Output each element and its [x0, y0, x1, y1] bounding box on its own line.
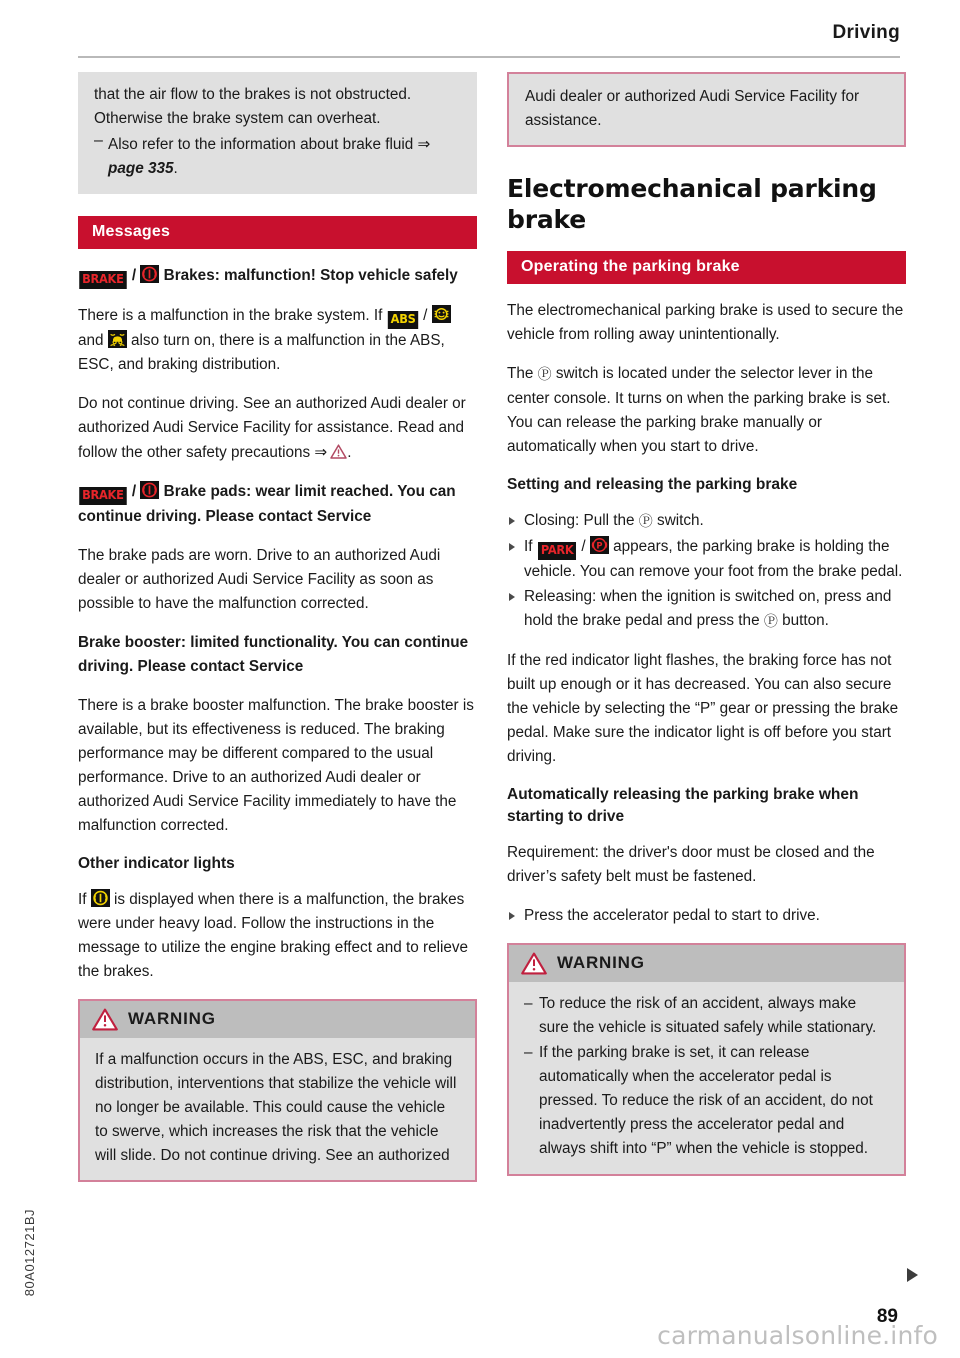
badge-separator: / — [131, 267, 137, 285]
requirement-paragraph: Requirement: the driver's door must be closed and the driver’s safety belt must be fastened. — [507, 843, 875, 885]
brake-text-badge: BRAKE — [79, 487, 126, 505]
parking-brake-p-lamp-icon — [590, 536, 609, 554]
right-column — [507, 72, 906, 1200]
page-reference-arrow-icon: ⇒ — [314, 443, 331, 462]
parking-brake-p-icon: Ⓟ — [537, 367, 552, 384]
warning-triangle-icon — [92, 1008, 118, 1031]
paragraph-indicator-flash: If the red indicator light flashes, the braking force has not built up enough or it has decreased. You can also secure the vehicle by selecting the “P” gear or pressing the brake pedal. Make sure the indicator light is off before you start driving. — [507, 651, 899, 765]
message-1-title: Brakes: malfunction! Stop vehicle safely — [163, 267, 458, 285]
note-box-dash-text — [108, 132, 461, 181]
auto-release-bullets — [507, 904, 906, 928]
note-page-ref: page 335 — [108, 160, 174, 178]
parking-brake-p-icon: Ⓟ — [763, 613, 778, 630]
page-columns — [78, 72, 906, 1200]
note-box-paragraph: that the air flow to the brakes is not obstructed. Otherwise the brake system can overheat. — [94, 86, 412, 128]
bullet-closing — [507, 509, 906, 534]
warning-box-header — [509, 945, 904, 982]
brake-yellow-lamp-icon — [91, 889, 110, 907]
bullet3-pre: Releasing: when the ignition is switched on, press and hold the brake pedal and press the — [524, 587, 892, 629]
bullet-press-accelerator: Press the accelerator pedal to start to drive. — [507, 904, 906, 928]
setting-releasing-heading: Setting and releasing the parking brake — [507, 476, 798, 494]
warning-box-body — [509, 982, 904, 1174]
msg1-body2-post: . — [347, 444, 352, 462]
note-box-dash-item — [94, 132, 461, 181]
bullet-park-indicator — [507, 535, 906, 584]
intro-paragraph-2 — [507, 362, 906, 459]
bullet2-pre: If — [524, 537, 537, 555]
warning-label: WARNING — [557, 953, 645, 973]
other-indicator-lights-heading: Other indicator lights — [78, 855, 235, 873]
intro2-post: switch is located under the selector lever in the center console. It turns on when the parking brake is set. You can release the parking brake manually or automatically when you start to drive. — [507, 365, 891, 456]
page-number: 89 — [876, 1306, 898, 1327]
msg1-body-mid: and — [78, 332, 108, 350]
page-header — [78, 22, 900, 58]
auto-release-heading: Automatically releasing the parking brake when starting to drive — [507, 785, 859, 826]
section-bar-messages: Messages — [78, 216, 477, 249]
esc-lamp-icon — [432, 305, 451, 323]
warning-continuation-text: Audi dealer or authorized Audi Service Facility for assistance. — [525, 88, 860, 130]
message-2-body: The brake pads are worn. Drive to an authorized Audi dealer or authorized Audi Service Facility as soon as possible to have the malfunction corrected. — [78, 547, 441, 613]
brake-warning-lamp-icon — [140, 265, 159, 283]
brake-text-badge: BRAKE — [79, 271, 126, 289]
note-box-continuation — [78, 72, 477, 194]
chapter-title: Electromechanical parking brake — [507, 174, 877, 235]
warning-triangle-icon — [521, 952, 547, 975]
page-reference-arrow-icon: ⇒ — [417, 135, 434, 154]
document-part-number: 80A012721BJ — [22, 1208, 37, 1296]
warning-triangle-icon — [330, 443, 347, 458]
badge-separator: / — [423, 307, 428, 325]
warning-box-header — [80, 1001, 475, 1038]
page-title: Driving — [832, 22, 900, 43]
note-dash-suffix: . — [173, 160, 178, 178]
note-dash-prefix: Also refer to the information about brake fluid — [108, 136, 418, 154]
warning-item: – To reduce the risk of an accident, always make sure the vehicle is situated safely while stationary. — [524, 992, 889, 1040]
warning-item: – If the parking brake is set, it can release automatically when the accelerator pedal is pressed. To reduce the risk of an accident, do not inadvertently press the accelerator pedal and always shift into “P” when the vehicle is stopped. — [524, 1041, 889, 1161]
message-3-heading: Brake booster: limited functionality. You can continue driving. Please contact Service — [78, 634, 469, 676]
warning-box-continuation — [507, 72, 906, 147]
warning-label: WARNING — [128, 1009, 216, 1029]
bullet2-post: appears, the parking brake is holding the vehicle. You can remove your foot from the brake pedal. — [524, 537, 903, 580]
other-indicator-lights-body — [78, 888, 477, 984]
message-2-title: Brake pads: wear limit reached. You can continue driving. Please contact Service — [78, 483, 456, 526]
message-3-body: There is a brake booster malfunction. The brake booster is available, but its effectiveness is reduced. The braking performance may be different compared to the usual performance. Drive to an authorized Audi dealer or authorized Audi Service Facility immediately to have the malfunction corrected. — [78, 697, 474, 835]
abs-text-badge: ABS — [387, 311, 418, 329]
bullet1-pre: Closing: Pull the — [524, 511, 639, 529]
site-watermark: carmanualsonline.info — [657, 1321, 938, 1350]
setting-releasing-bullets — [507, 509, 906, 634]
message-1-body-2 — [78, 392, 477, 465]
svg-text:P: P — [596, 540, 603, 551]
parking-brake-p-icon: Ⓟ — [638, 513, 653, 530]
warning-box-body — [80, 1038, 475, 1180]
oil-body-pre: If — [78, 890, 91, 908]
bullet1-post: switch. — [652, 511, 704, 529]
intro2-pre: The — [507, 365, 538, 383]
dash-marker: – — [94, 132, 103, 150]
oil-body-post: is displayed when there is a malfunction, the brakes were under heavy load. Follow the instructions in the message to utilize the engine braking effect and to relieve the brakes. — [78, 890, 469, 980]
intro-paragraph-1: The electromechanical parking brake is used to secure the vehicle from rolling away unintentionally. — [507, 302, 904, 344]
warning-box-right — [507, 943, 906, 1176]
badge-separator: / — [131, 483, 137, 501]
section-bar-operating-parking-brake: Operating the parking brake — [507, 251, 906, 284]
message-2-heading — [78, 480, 477, 529]
park-text-badge: PARK — [538, 542, 576, 560]
warning-body-text: If a malfunction occurs in the ABS, ESC, and braking distribution, interventions that stabilize the vehicle will no longer be available. This could cause the vehicle to swerve, which increases the risk that the vehicle will slide. Do not continue driving. See an authorized — [95, 1050, 457, 1164]
msg1-body-pre: There is a malfunction in the brake system. If — [78, 307, 387, 325]
message-1-body-1 — [78, 304, 477, 377]
bullet3-post: button. — [777, 611, 829, 629]
esc-car-skid-lamp-icon — [108, 330, 127, 348]
continuation-arrow-icon — [907, 1268, 918, 1282]
bullet-releasing — [507, 585, 906, 634]
badge-separator: / — [581, 537, 586, 555]
warning-items — [524, 992, 889, 1161]
brake-warning-lamp-icon — [140, 481, 159, 499]
warning-box-left — [78, 999, 477, 1182]
left-column — [78, 72, 477, 1200]
msg1-body-post: also turn on, there is a malfunction in the ABS, ESC, and braking distribution. — [78, 332, 445, 374]
msg1-body2-pre: Do not continue driving. See an authorized Audi dealer or authorized Audi Service Facility for assistance. Read and follow the other safety precautions — [78, 395, 466, 462]
message-1-heading — [78, 264, 477, 289]
